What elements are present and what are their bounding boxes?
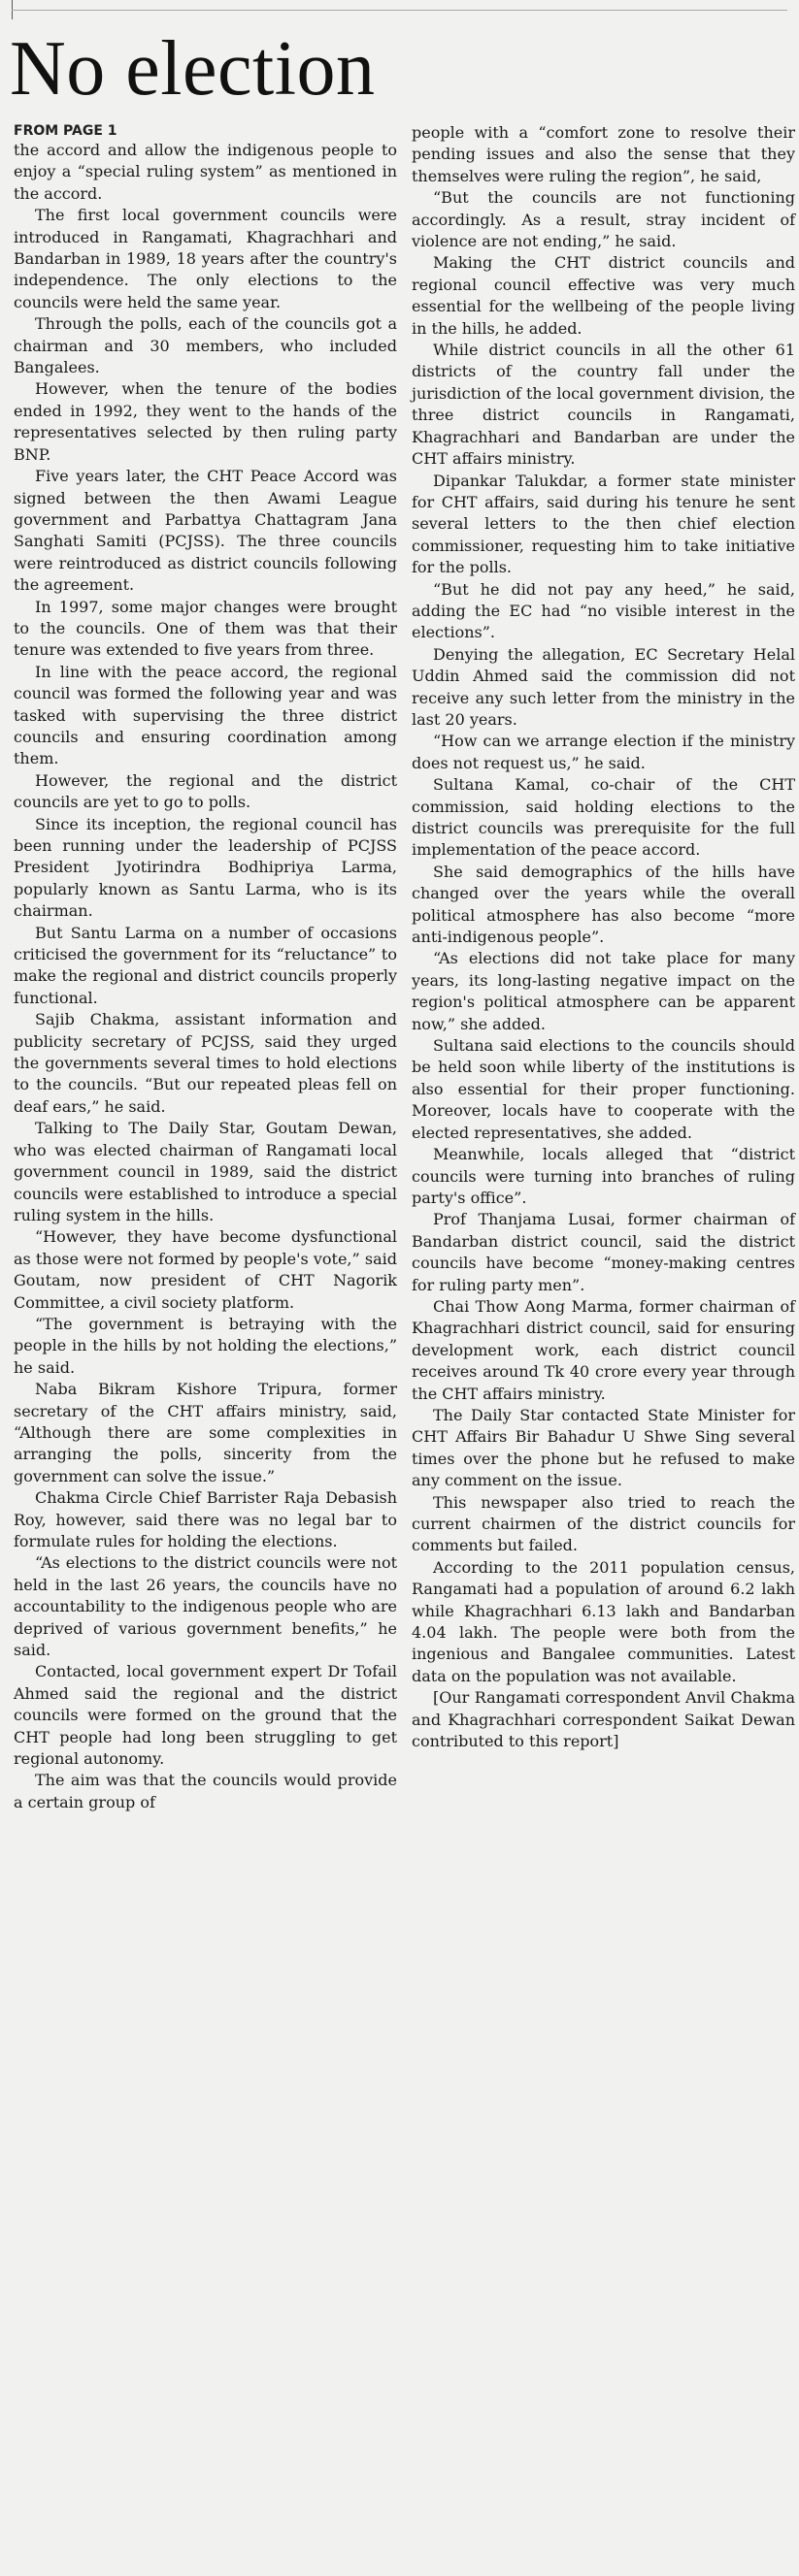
paragraph: Naba Bikram Kishore Tripura, former secretary of the CHT affairs ministry, said, “Although there are some complexities in arranging the polls, sincerity from the government can solve the issue.” (14, 1380, 397, 1485)
paragraph: “As elections did not take place for many years, its long-lasting negative impact on the region's political atmosphere can be apparent now,” she added. (412, 949, 795, 1033)
paragraph: This newspaper also tried to reach the current chairmen of the district councils for comments but failed. (412, 1492, 795, 1555)
paragraph: “How can we arrange election if the ministry does not request us,” he said. (412, 732, 795, 772)
paragraph: Contacted, local government expert Dr Tofail Ahmed said the regional and the district councils were formed on the ground that the CHT people had long been struggling to get regional autonomy. (14, 1662, 397, 1769)
paragraph: Dipankar Talukdar, a former state minister for CHT affairs, said during his tenure he sent several letters to the then chief election commissioner, requesting him to take initiative for the polls. (412, 471, 795, 577)
paragraph: However, the regional and the district councils are yet to go to polls. (14, 770, 397, 812)
top-rule (0, 0, 799, 19)
paragraph: Denying the allegation, EC Secretary Helal Uddin Ahmed said the commission did not receive any such letter from the ministry in the last 20 years. (412, 644, 795, 729)
headline: No election (10, 26, 376, 112)
paragraph: “However, they have become dysfunctional as those were not formed by people's vote,” said Goutam, now president of CHT Nagorik Committee, a civil society platform. (14, 1227, 397, 1312)
paragraph: people with a “comfort zone to resolve their pending issues and also the sense that they themselves were ruling the region”, he said, (412, 123, 795, 185)
paragraph: “The government is betraying with the people in the hills by not holding the elections,” he said. (14, 1314, 397, 1377)
left-column (14, 122, 397, 1813)
paragraph: Sultana Kamal, co-chair of the CHT commission, said holding elections to the district councils was prerequisite for the full implementation of the peace accord. (412, 775, 795, 860)
header-divider (12, 10, 787, 11)
paragraph: [Our Rangamati correspondent Anvil Chakma and Khagrachhari correspondent Saikat Dewan contributed to this report] (412, 1688, 795, 1751)
paragraph: While district councils in all the other 61 districts of the country fall under the jurisdiction of the local government division, the three district councils in Rangamati, Khagrachhari and Bandarban are under the CHT affairs ministry. (412, 341, 795, 469)
paragraph: Sajib Chakma, assistant information and publicity secretary of PCJSS, said they urged the governments several times to hold elections to the councils. “But our repeated pleas fell on deaf ears,” he said. (14, 1010, 397, 1116)
paragraph: Making the CHT district councils and regional council effective was very much essential for the wellbeing of the people living in the hills, he added. (412, 253, 795, 338)
right-column (412, 122, 795, 1752)
paragraph: Meanwhile, locals alleged that “district councils were turning into branches of ruling party's office”. (412, 1145, 795, 1207)
paragraph: But Santu Larma on a number of occasions criticised the government for its “reluctance” to make the regional and district councils properly functional. (14, 923, 397, 1007)
paragraph: In line with the peace accord, the regional council was formed the following year and was tasked with supervising the three district councils and ensuring coordination among them. (14, 662, 397, 768)
paragraph: Prof Thanjama Lusai, former chairman of Bandarban district council, said the district councils have become “money-making centres for ruling party men”. (412, 1210, 795, 1294)
paragraph: She said demographics of the hills have changed over the years while the overall political atmosphere has also become “more anti-indigenous people”. (412, 862, 795, 947)
paragraph: Chai Thow Aong Marma, former chairman of Khagrachhari district council, said for ensuring development work, each district council receives around Tk 40 crore every year through the CHT affairs ministry. (412, 1296, 795, 1403)
paragraph: Five years later, the CHT Peace Accord was signed between the then Awami League government and Parbattya Chattagram Jana Sanghati Samiti (PCJSS). The three councils were reintroduced as district councils following the agreement. (14, 467, 397, 595)
paragraph: the accord and allow the indigenous people to enjoy a “special ruling system” as mentioned in the accord. (14, 141, 397, 203)
jump-kicker: FROM PAGE 1 (14, 123, 117, 139)
paragraph: “As elections to the district councils were not held in the last 26 years, the councils have no accountability to the indigenous people who are deprived of various government benefits,” he said. (14, 1553, 397, 1660)
paragraph: Through the polls, each of the councils got a chairman and 30 members, who included Bangalees. (14, 314, 397, 377)
paragraph: Sultana said elections to the councils should be held soon while liberty of the institutions is also essential for their proper functioning. Moreover, locals have to cooperate with the elected representatives, she added. (412, 1036, 795, 1142)
paragraph: However, when the tenure of the bodies ended in 1992, they went to the hands of the representatives selected by then ruling party BNP. (14, 379, 397, 464)
paragraph: “But the councils are not functioning accordingly. As a result, stray incident of violence are not ending,” he said. (412, 188, 795, 251)
paragraph: In 1997, some major changes were brought to the councils. One of them was that their tenure was extended to five years from three. (14, 597, 397, 660)
paragraph: Chakma Circle Chief Barrister Raja Debasish Roy, however, said there was no legal bar to formulate rules for holding the elections. (14, 1488, 397, 1550)
paragraph: Since its inception, the regional council has been running under the leadership of PCJSS President Jyotirindra Bodhipriya Larma, popularly known as Santu Larma, who is its chairman. (14, 814, 397, 921)
paragraph: The Daily Star contacted State Minister for CHT Affairs Bir Bahadur U Shwe Sing several times over the phone but he refused to make any comment on the issue. (412, 1405, 795, 1490)
paragraph: The first local government councils were introduced in Rangamati, Khagrachhari and Bandarban in 1989, 18 years after the country's independence. The only elections to the councils were held the same year. (14, 206, 397, 311)
paragraph: “But he did not pay any heed,” he said, adding the EC had “no visible interest in the elections”. (412, 579, 795, 642)
paragraph: The aim was that the councils would provide a certain group of (14, 1771, 397, 1811)
paragraph: According to the 2011 population census, Rangamati had a population of around 6.2 lakh while Khagrachhari 6.13 lakh and Bandarban 4.04 lakh. The people were both from the ingenious and Bangalee communities. Latest data on the population was not available. (412, 1557, 795, 1685)
paragraph: Talking to The Daily Star, Goutam Dewan, who was elected chairman of Rangamati local government council in 1989, said the district councils were established to introduce a special ruling system in the hills. (14, 1119, 397, 1224)
